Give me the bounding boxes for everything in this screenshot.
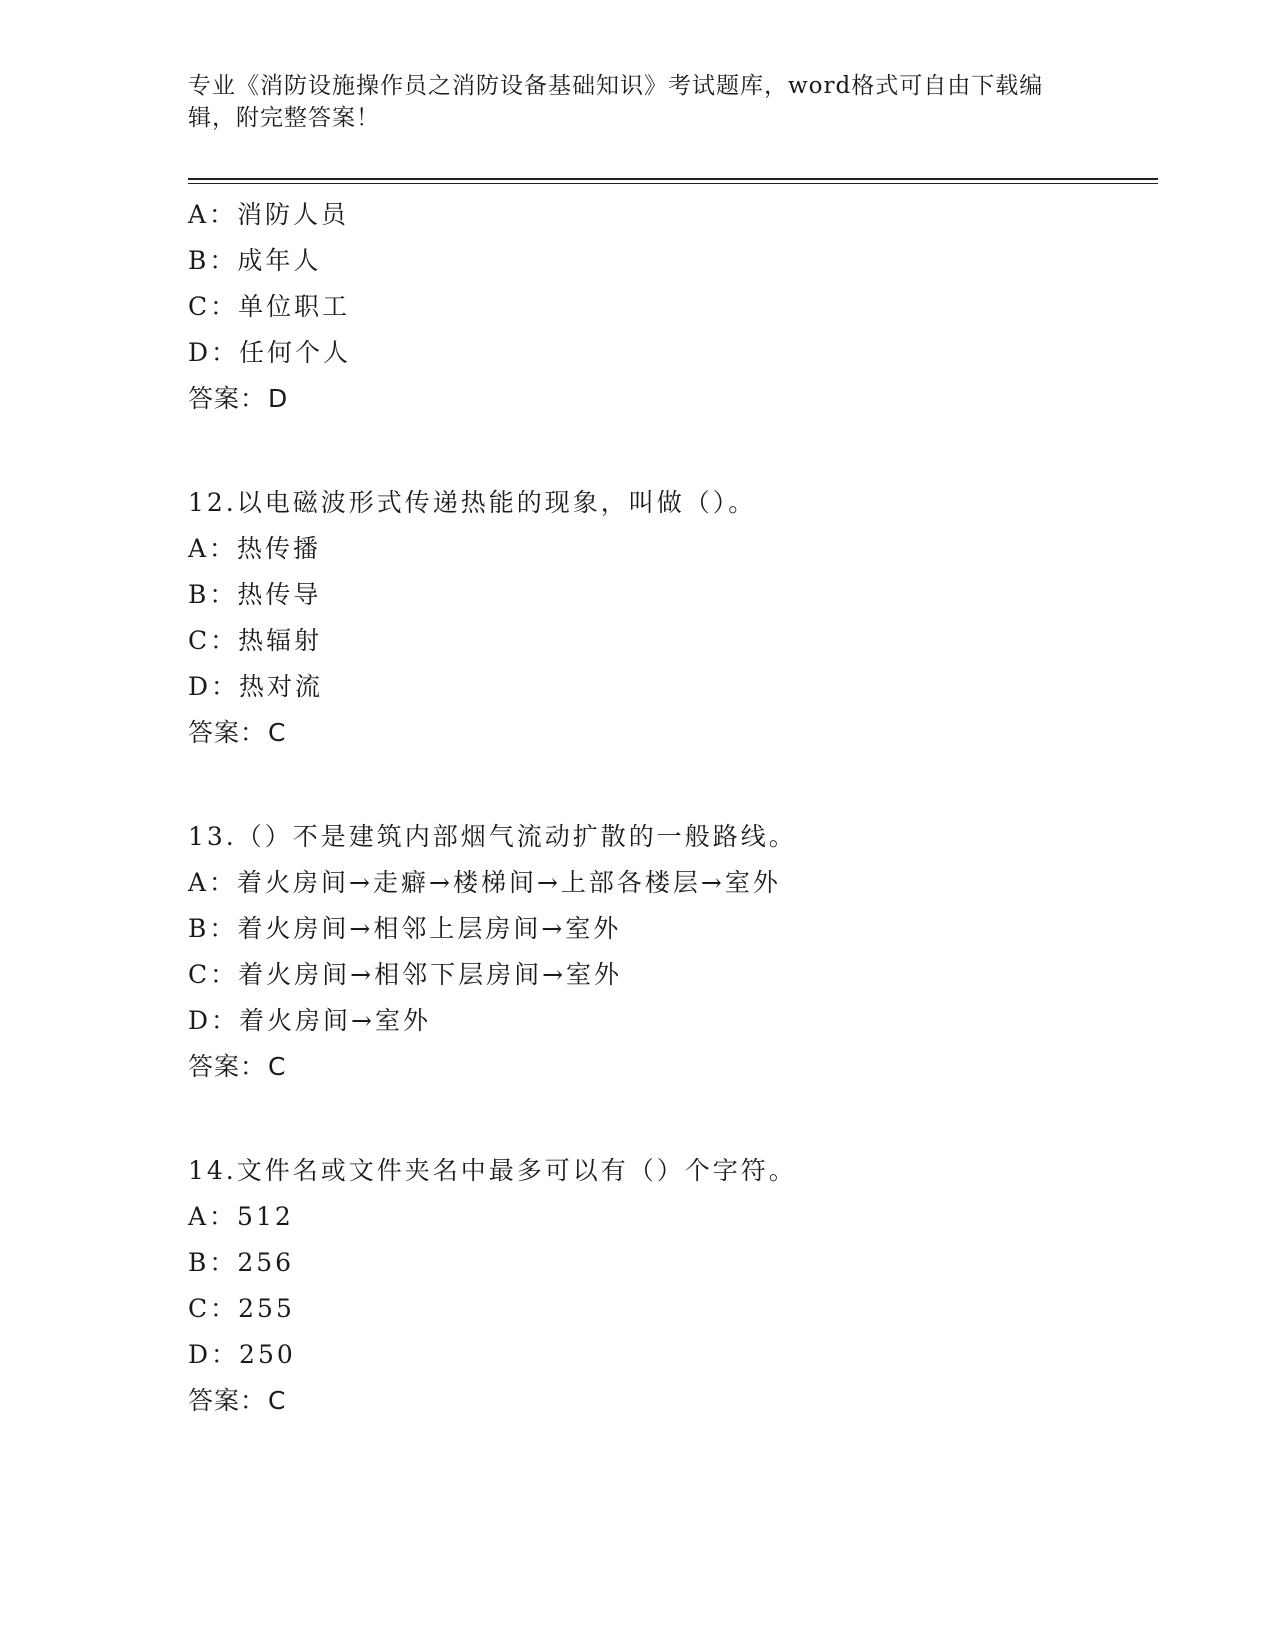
answer-value: C	[268, 718, 287, 747]
question-list	[188, 192, 1158, 1424]
header-rule-thin	[188, 183, 1158, 184]
answer-line	[188, 376, 1158, 422]
question-12	[188, 480, 1158, 756]
answer-label: 答案：	[188, 718, 267, 747]
answer-line	[188, 1044, 1158, 1090]
answer-line	[188, 1378, 1158, 1424]
answer-label: 答案：	[188, 1386, 267, 1415]
option-a: A：着火房间→走癖→楼梯间→上部各楼层→室外	[188, 868, 781, 897]
option-b: B：成年人	[188, 246, 322, 275]
option-c: C：热辐射	[188, 626, 323, 655]
option-d: D：250	[188, 1340, 296, 1369]
answer-line	[188, 710, 1158, 756]
answer-value: D	[268, 384, 289, 413]
question-14	[188, 1148, 1158, 1424]
question-stem: 12.以电磁波形式传递热能的现象，叫做（）。	[188, 488, 757, 517]
document-header	[188, 70, 1088, 134]
option-d: D：着火房间→室外	[188, 1006, 431, 1035]
option-a: A：热传播	[188, 534, 322, 563]
answer-label: 答案：	[188, 384, 267, 413]
option-c: C：着火房间→相邻下层房间→室外	[188, 960, 623, 989]
header-line-1: 专业《消防设施操作员之消防设备基础知识》考试题库，word格式可自由下载编	[188, 73, 1044, 99]
header-rule-thick	[188, 178, 1158, 180]
option-b: B：热传导	[188, 580, 322, 609]
option-d: D：热对流	[188, 672, 324, 701]
answer-value: C	[268, 1052, 287, 1081]
option-d: D：任何个人	[188, 338, 352, 367]
question-11-continued	[188, 192, 1158, 422]
question-stem: 14.文件名或文件夹名中最多可以有（）个字符。	[188, 1156, 797, 1185]
answer-value: C	[268, 1386, 287, 1415]
option-c: C：255	[188, 1294, 295, 1323]
option-b: B：着火房间→相邻上层房间→室外	[188, 914, 622, 943]
option-b: B：256	[188, 1248, 295, 1277]
question-13	[188, 814, 1158, 1090]
option-a: A：消防人员	[188, 200, 350, 229]
answer-label: 答案：	[188, 1052, 267, 1081]
header-line-2: 辑，附完整答案！	[188, 105, 380, 131]
question-stem: 13.（）不是建筑内部烟气流动扩散的一般路线。	[188, 822, 797, 851]
option-a: A：512	[188, 1202, 294, 1231]
option-c: C：单位职工	[188, 292, 351, 321]
